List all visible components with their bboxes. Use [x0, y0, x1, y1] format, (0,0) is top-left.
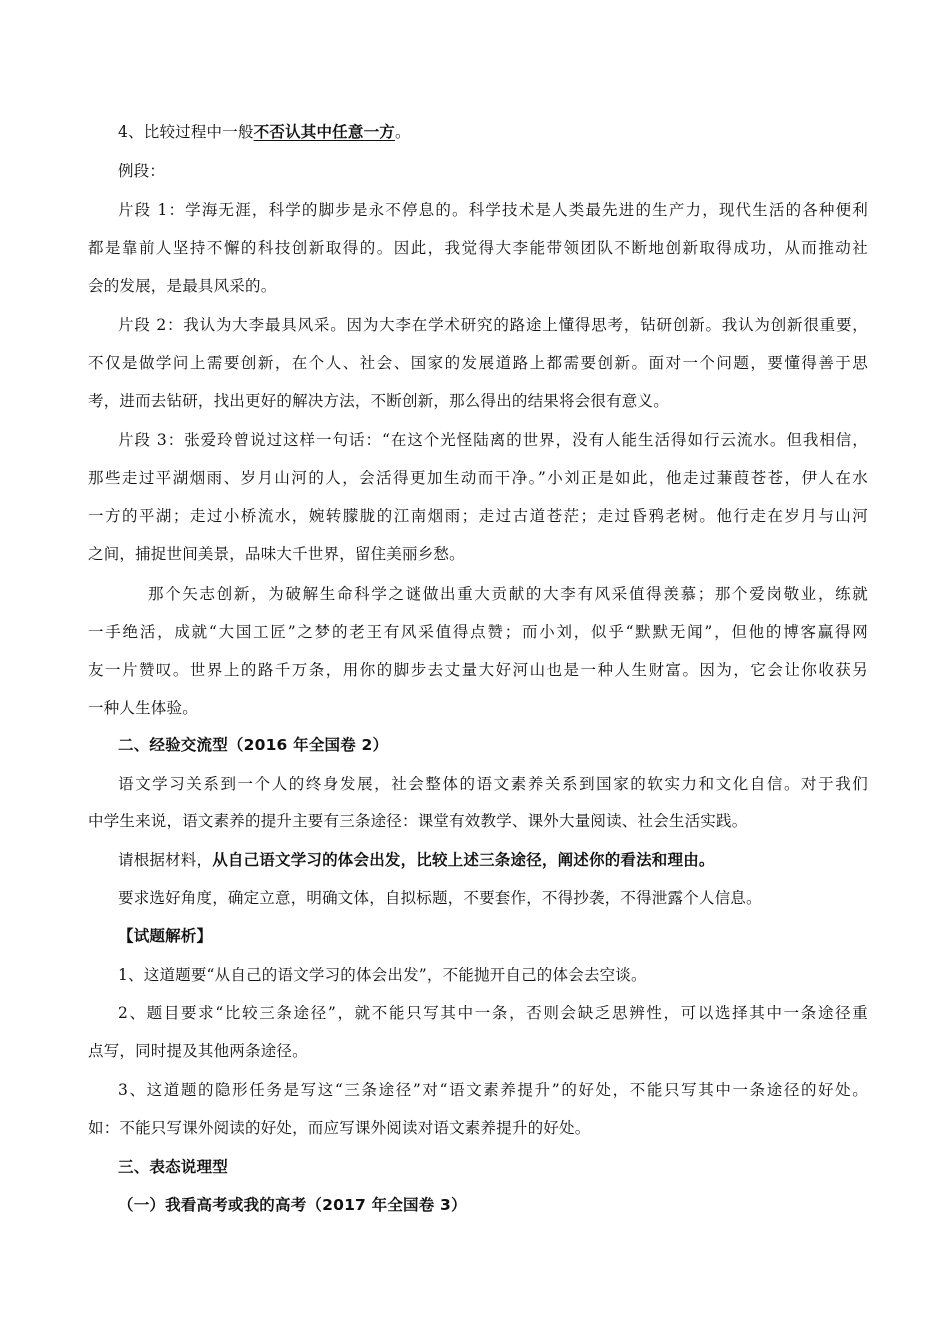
fragment-3-line: 那些走过平湖烟雨、岁月山河的人，会活得更加生动而干净。”小刘正是如此，他走过蒹葭苍苍，伊人在水 — [88, 469, 868, 487]
summary-line: 一种人生体验。 — [88, 699, 198, 717]
point-4-emphasis: 不否认其中任意一方 — [253, 123, 395, 141]
section-2-title: 二、经验交流型（2016 年全国卷 2） — [118, 736, 389, 754]
summary-line: 友一片赞叹。世界上的路千万条，用你的脚步去丈量大好河山也是一种人生财富。因为，它会让你收获另 — [88, 661, 868, 679]
fragment-1-line: 片段 1：学海无涯，科学的脚步是永不停息的。科学技术是人类最先进的生产力，现代生活的各种便利 — [118, 201, 868, 219]
material-line: 语文学习关系到一个人的终身发展，社会整体的语文素养关系到国家的软实力和文化自信。对于我们 — [118, 775, 868, 793]
point-4-suffix: 。 — [394, 123, 411, 141]
fragment-3-line: 一方的平湖；走过小桥流水，婉转朦胧的江南烟雨；走过古道苍茫；走过昏鸦老树。他行走在岁月与山河 — [88, 507, 868, 525]
analysis-3-line: 如：不能只写课外阅读的好处，而应写课外阅读对语文素养提升的好处。 — [88, 1119, 591, 1137]
subsection-1-title: （一）我看高考或我的高考（2017 年全国卷 3） — [118, 1196, 467, 1214]
prompt-prefix: 请根据材料， — [118, 851, 213, 869]
summary-line: 一手绝活，成就“大国工匠”之梦的老王有风采值得点赞；而小刘，似乎“默默无闻”，但他的博客赢得网 — [88, 623, 868, 641]
section-3-title: 三、表态说理型 — [118, 1158, 228, 1176]
fragment-2-line: 考，进而去钻研，找出更好的解决方法，不断创新，那么得出的结果将会很有意义。 — [88, 392, 669, 410]
material-line: 中学生来说，语文素养的提升主要有三条途径：课堂有效教学、课外大量阅读、社会生活实践。 — [88, 812, 748, 830]
point-4-prefix: 4、比较过程中一般 — [118, 123, 254, 141]
analysis-title: 【试题解析】 — [118, 927, 213, 945]
fragment-3-line: 片段 3：张爱玲曾说过这样一句话：“在这个光怪陆离的世界，没有人能生活得如行云流水。但我相信， — [118, 431, 868, 449]
analysis-2-line: 点写，同时提及其他两条途径。 — [88, 1042, 308, 1060]
analysis-3-line: 3、这道题的隐形任务是写这“三条途径”对“语文素养提升”的好处，不能只写其中一条途径的好处。 — [118, 1081, 868, 1099]
fragment-1-line: 都是靠前人坚持不懈的科技创新取得的。因此，我觉得大李能带领团队不断地创新取得成功，从而推动社 — [88, 239, 868, 257]
point-4 — [118, 121, 868, 143]
fragment-2-line: 片段 2：我认为大李最具风采。因为大李在学术研究的路途上懂得思考，钻研创新。我认为创新很重要， — [118, 316, 868, 334]
fragment-1-line: 会的发展，是最具风采的。 — [88, 277, 277, 295]
analysis-1: 1、这道题要“从自己的语文学习的体会出发”，不能抛开自己的体会去空谈。 — [118, 966, 647, 984]
requirements: 要求选好角度，确定立意，明确文体，自拟标题，不要套作，不得抄袭，不得泄露个人信息。 — [118, 889, 762, 907]
summary-line: 那个矢志创新，为破解生命科学之谜做出重大贡献的大李有风采值得羡慕；那个爱岗敬业，练就 — [148, 585, 868, 603]
prompt-emphasis: 从自己语文学习的体会出发，比较上述三条途径，阐述你的看法和理由。 — [212, 851, 715, 869]
fragment-3-line: 之间，捕捉世间美景，品味大千世界，留住美丽乡愁。 — [88, 545, 465, 563]
analysis-2-line: 2、题目要求“比较三条途径”，就不能只写其中一条，否则会缺乏思辨性，可以选择其中一条途径重 — [118, 1004, 868, 1022]
fragment-2-line: 不仅是做学问上需要创新，在个人、社会、国家的发展道路上都需要创新。面对一个问题，要懂得善于思 — [88, 354, 868, 372]
prompt — [118, 849, 868, 871]
example-label: 例段： — [118, 162, 166, 180]
